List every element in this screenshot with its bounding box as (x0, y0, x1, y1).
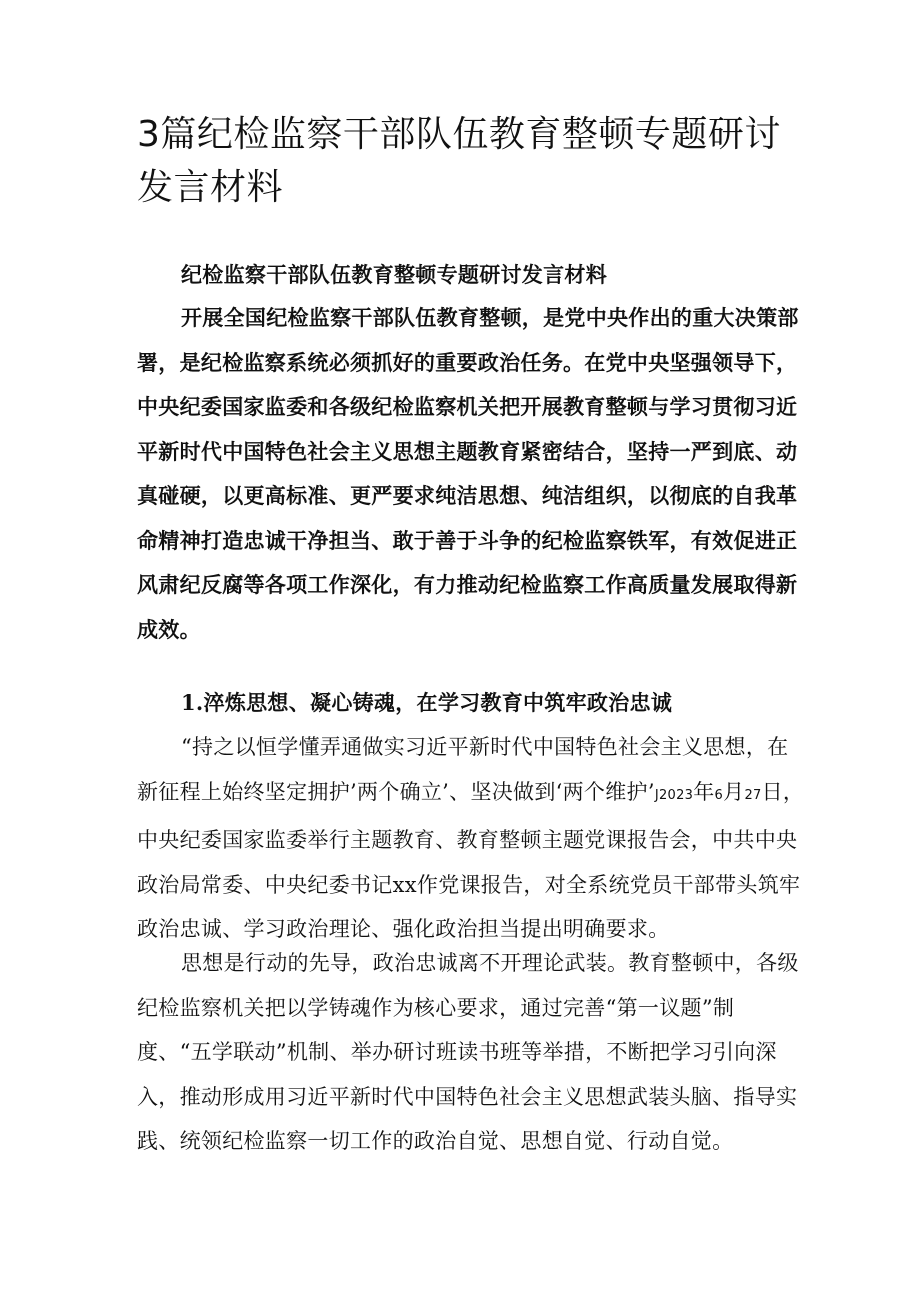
paragraph-quote (137, 725, 807, 952)
paragraph-intro: 开展全国纪检监察干部队伍教育整顿，是党中央作出的重大决策部署，是纪检监察系统必须抓好的重要政治任务。在党中央坚强领导下，中央纪委国家监委和各级纪检监察机关把开展教育整顿与学习贯彻习近平新时代中国特色社会主义思想主题教育紧密结合，坚持一严到底、动真碰硬，以更高标准、更严要求纯洁思想、纯洁组织，以彻底的自我革命精神打造忠诚干净担当、敢于善于斗争的纪检监察铁军，有效促进正风肃纪反腐等各项工作深化，有力推动纪检监察工作高质量发展取得新成效。 (137, 305, 799, 642)
paragraph-quote-text-i: 作党课报告，对全系统党员干部带头筑牢政治忠诚、学习政治理论、强化政治担当提出明确要求。 (137, 872, 801, 941)
paragraph-quote-text-a: “持之以恒学懂弄通做实习近平新时代中国特色社会主义思想，在新征程上始终坚定拥护’两个确立’、坚决做到‘两个维护’ (137, 735, 789, 804)
document-title: 3篇纪检监察干部队伍教育整顿专题研讨发言材料 (137, 114, 781, 208)
paragraph-quote-text-c: 年 (693, 779, 715, 804)
paragraph-quote-text-e: 月 (723, 779, 745, 804)
paragraph-quote-text-g: 日，中央纪委国家监委举行主题教育、教育整顿主题党课报告会，中共中央政治局常委、中央纪委书记 (137, 779, 805, 897)
document-subtitle: 纪检监察干部队伍教育整顿专题研讨发言材料 (181, 262, 607, 287)
section-heading-1: 1.淬炼思想、凝心铸魂，在学习教育中筑牢政治忠诚 (181, 690, 673, 715)
paragraph-theory: 思想是行动的先导，政治忠诚离不开理论武装。教育整顿中，各级纪检监察机关把以学铸魂作为核心要求，通过完善“第一议题”制度、“五学联动”机制、举办研讨班读书班等举措，不断把学习引向深入，推动形成用习近平新时代中国特色社会主义思想武装头脑、指导实践、统领纪检监察一切工作的政治自觉、思想自觉、行动自觉。 (137, 951, 799, 1153)
paragraph-quote-year: J2023 (654, 787, 694, 803)
paragraph-quote-name: xx (392, 872, 417, 897)
paragraph-quote-month: 6 (714, 787, 724, 803)
paragraph-quote-day: 27 (744, 787, 762, 803)
